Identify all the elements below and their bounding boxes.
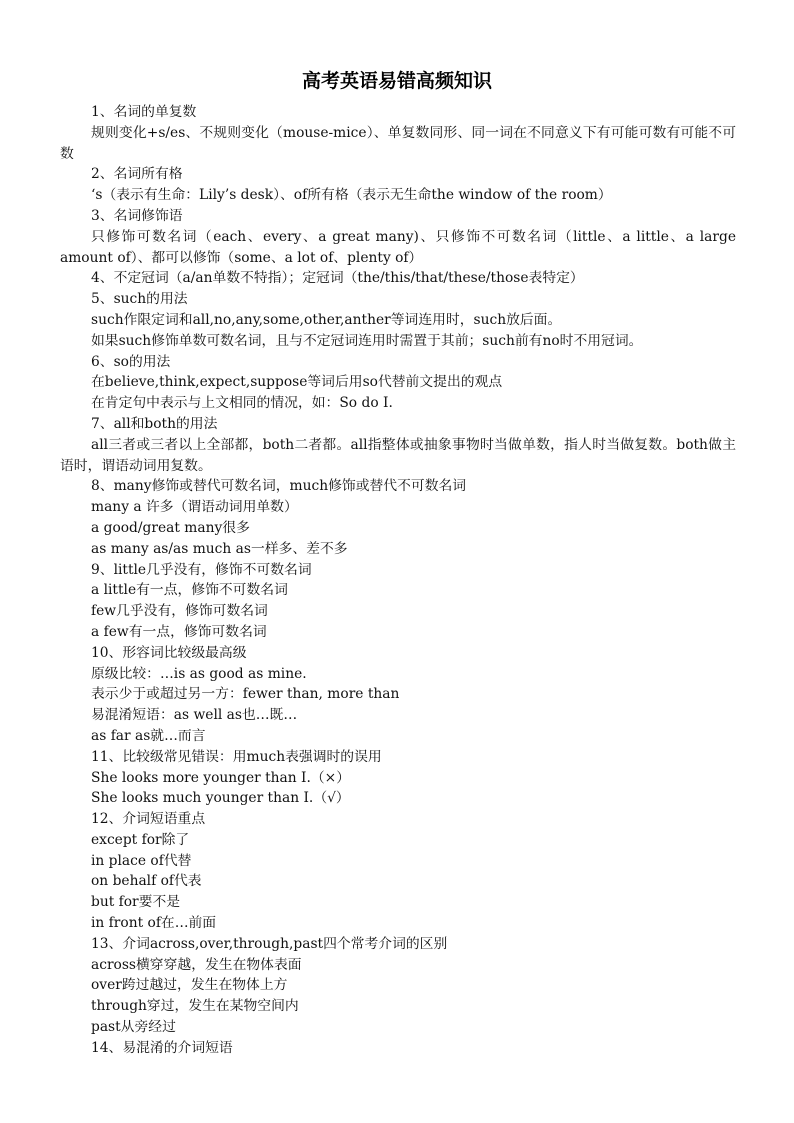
body-line: as far as就…而言 <box>91 727 206 744</box>
section-heading: 4、不定冠词（a/an单数不特指）；定冠词（the/this/that/these/those表特定） <box>91 270 584 287</box>
body-line: such作限定词和all,no,any,some,other,anther等词连用时，such放后面。 <box>91 311 562 328</box>
body-line: 在believe,think,expect,suppose等词后用so代替前文提出的观点 <box>91 374 503 391</box>
section-heading: 13、介词across,over,through,past四个常考介词的区别 <box>91 935 448 952</box>
section-heading: 5、such的用法 <box>91 291 188 308</box>
body-paragraph: 只修饰可数名词（each、every、a great many)、只修饰不可数名词（little、a little、a large amount of）、都可以修饰（some、a lot of、plenty of） <box>60 228 736 266</box>
section-heading: 8、many修饰或替代可数名词，much修饰或替代不可数名词 <box>91 478 467 495</box>
body-line: 在肯定句中表示与上文相同的情况，如：So do I. <box>91 395 393 412</box>
body-line: a little有一点，修饰不可数名词 <box>91 582 288 599</box>
body-paragraph: 规则变化+s/es、不规则变化（mouse-mice）、单复数同形、同一词在不同意义下有可能可数有可能不可数 <box>60 124 736 162</box>
body-line: across横穿穿越，发生在物体表面 <box>91 956 302 973</box>
section-heading: 9、little几乎没有，修饰不可数名词 <box>91 561 312 578</box>
body-line: but for要不是 <box>91 894 181 911</box>
section-heading: 14、易混淆的介词短语 <box>91 1039 233 1056</box>
body-line: through穿过，发生在某物空间内 <box>91 998 299 1015</box>
body-line: except for除了 <box>91 831 190 848</box>
section-heading: 11、比较级常见错误：用much表强调时的误用 <box>91 748 382 765</box>
body-line: in front of在…前面 <box>91 915 217 932</box>
document-body <box>60 102 736 1059</box>
body-line: past从旁经过 <box>91 1019 176 1036</box>
body-line: She looks much younger than I.（√） <box>91 790 350 807</box>
body-line: as many as/as much as一样多、差不多 <box>91 540 348 557</box>
body-line: over跨过越过，发生在物体上方 <box>91 977 288 994</box>
section-heading: 6、so的用法 <box>91 353 171 370</box>
body-line: a good/great many很多 <box>91 519 250 536</box>
body-line: 原级比较：…is as good as mine. <box>91 665 307 682</box>
body-paragraph: all三者或三者以上全部都，both二者都。all指整体或抽象事物时当做单数，指人时当做复数。both做主语时，谓语动词用复数。 <box>60 436 736 474</box>
body-line: 如果such修饰单数可数名词，且与不定冠词连用时需置于其前；such前有no时不用冠词。 <box>91 332 643 349</box>
body-line: ‘s（表示有生命：Lily’s desk）、of所有格（表示无生命the window of the room） <box>91 187 612 204</box>
body-line: a few有一点，修饰可数名词 <box>91 623 267 640</box>
body-line: many a 许多（谓语动词用单数） <box>91 499 298 516</box>
section-heading: 10、形容词比较级最高级 <box>91 644 247 661</box>
section-heading: 2、名词所有格 <box>91 166 183 183</box>
body-line: 易混淆短语：as well as也…既… <box>91 707 298 724</box>
body-line: few几乎没有，修饰可数名词 <box>91 603 268 620</box>
section-heading: 1、名词的单复数 <box>91 104 197 120</box>
body-line: on behalf of代表 <box>91 873 202 890</box>
body-line: She looks more younger than I.（×） <box>91 769 351 786</box>
section-heading: 7、all和both的用法 <box>91 415 218 432</box>
section-heading: 12、介词短语重点 <box>91 811 206 828</box>
body-line: in place of代替 <box>91 852 192 869</box>
section-heading: 3、名词修饰语 <box>91 207 183 224</box>
body-line: 表示少于或超过另一方：fewer than, more than <box>91 686 400 703</box>
document-title: 高考英语易错高频知识 <box>301 70 492 92</box>
